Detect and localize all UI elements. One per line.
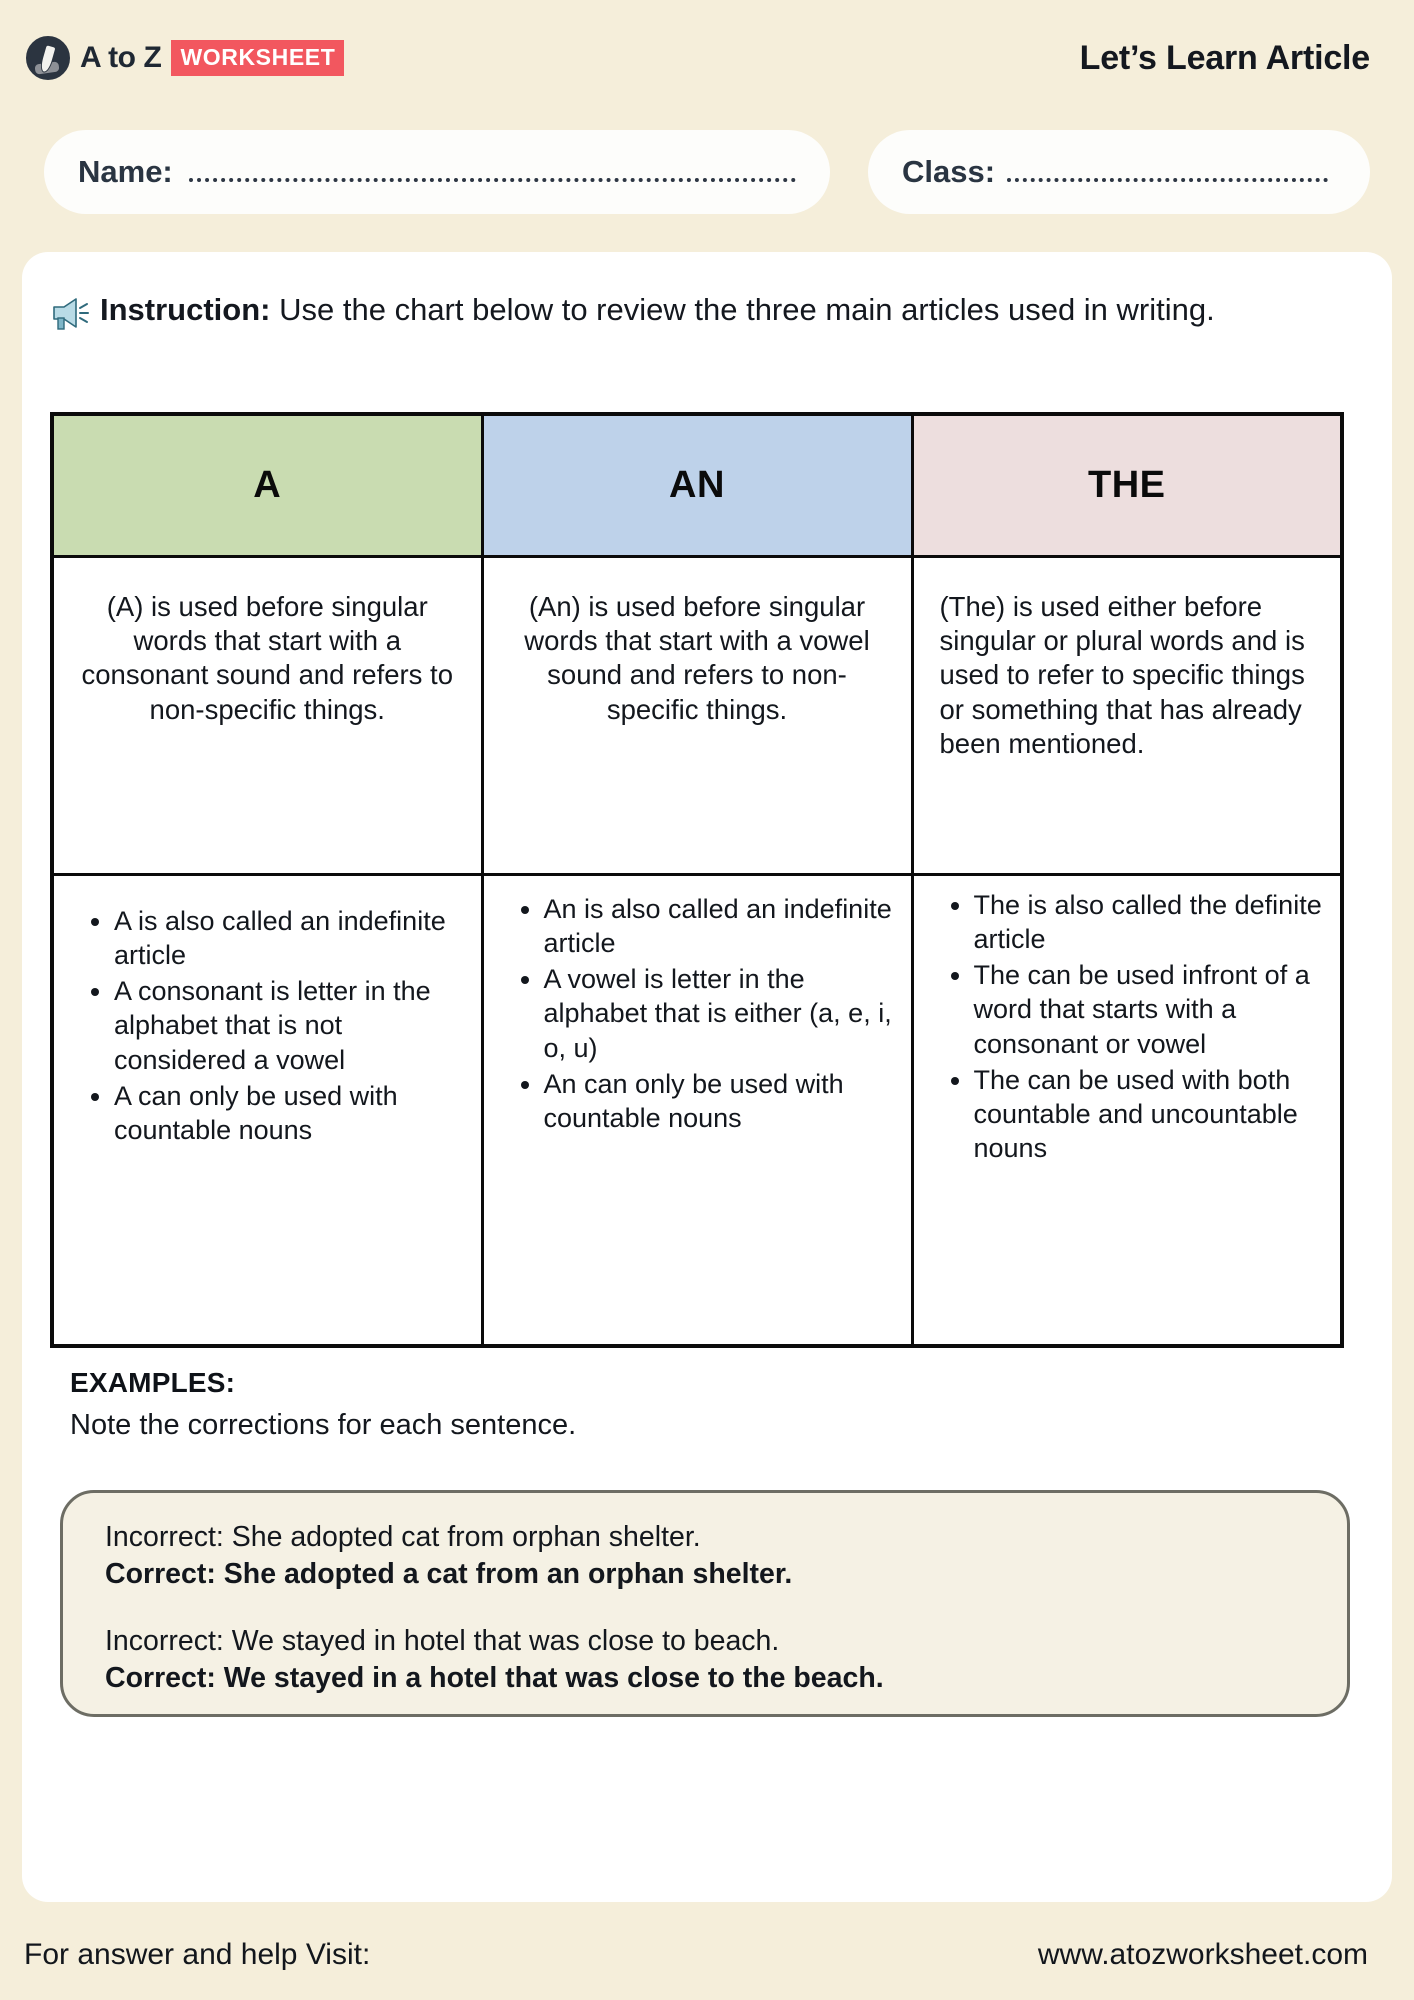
bullets-the [912, 874, 1342, 1346]
list-item: • The can be used with both countable and uncountable nouns [974, 1063, 1323, 1166]
student-info-bar [0, 130, 1414, 214]
worksheet-card [22, 252, 1392, 1902]
description-the: (The) is used either before singular or plural words and is used to refer to specific things or something that has already been mentioned. [912, 556, 1342, 874]
bullet-list-the [928, 888, 1323, 1166]
page-title: Let’s Learn Article [1079, 38, 1370, 77]
list-item: • A vowel is letter in the alphabet that is either (a, e, i, o, u) [544, 962, 893, 1065]
instruction-block [22, 252, 1392, 331]
example-correct-1: Correct: She adopted a cat from an orphan shelter. [105, 1558, 793, 1591]
table-bullets-row [52, 874, 1342, 1346]
table-description-row [52, 556, 1342, 874]
class-label: Class: [902, 154, 996, 189]
page-header [0, 22, 1414, 94]
list-item: • An is also called an indefinite article [544, 892, 893, 961]
list-item: • A consonant is letter in the alphabet that is not considered a vowel [114, 974, 463, 1077]
description-a: (A) is used before singular words that start with a consonant sound and refers to non-specific things. [52, 556, 482, 874]
footer-website[interactable]: www.atozworksheet.com [1037, 1938, 1368, 1971]
footer-help-text: For answer and help Visit: [24, 1938, 371, 1971]
instruction-text-wrap [100, 290, 1215, 331]
name-field[interactable] [44, 130, 830, 214]
brand-name: A to Z [80, 41, 162, 74]
list-item: • An can only be used with countable nouns [544, 1067, 893, 1136]
table-header-an: AN [482, 414, 912, 556]
class-field[interactable] [868, 130, 1370, 214]
examples-box [60, 1490, 1350, 1717]
examples-spacer [105, 1593, 1305, 1623]
bullet-list-an [498, 892, 893, 1136]
articles-table [50, 412, 1344, 1348]
brand-badge: WORKSHEET [171, 40, 344, 76]
brand-logo [26, 36, 344, 80]
instruction-label: Instruction: [100, 292, 271, 327]
example-incorrect-2: Incorrect: We stayed in hotel that was close to beach. [105, 1625, 780, 1658]
name-input-line[interactable] [189, 178, 796, 182]
pen-circle-logo-icon [26, 36, 70, 80]
list-item: • A can only be used with countable nouns [114, 1079, 463, 1148]
example-incorrect-1: Incorrect: She adopted cat from orphan shelter. [105, 1521, 701, 1553]
class-input-line[interactable] [1007, 178, 1328, 182]
examples-heading: EXAMPLES: [70, 1367, 236, 1398]
list-item: • A is also called an indefinite article [114, 904, 463, 973]
name-label: Name: [78, 154, 173, 189]
bullet-list-a [68, 904, 463, 1148]
example-correct-2: Correct: We stayed in a hotel that was close to the beach. [105, 1662, 884, 1695]
table-header-row [52, 414, 1342, 556]
list-item: • The is also called the definite article [974, 888, 1323, 957]
table-header-the: THE [912, 414, 1342, 556]
examples-subtitle: Note the corrections for each sentence. [70, 1409, 577, 1441]
megaphone-icon [50, 296, 90, 330]
instruction-text: Use the chart below to review the three main articles used in writing. [279, 292, 1215, 327]
description-an: (An) is used before singular words that start with a vowel sound and refers to non-specific things. [482, 556, 912, 874]
list-item: • The can be used infront of a word that starts with a consonant or vowel [974, 958, 1323, 1061]
bullets-an [482, 874, 912, 1346]
bullets-a [52, 874, 482, 1346]
table-header-a: A [52, 414, 482, 556]
page-footer [0, 1938, 1414, 1972]
